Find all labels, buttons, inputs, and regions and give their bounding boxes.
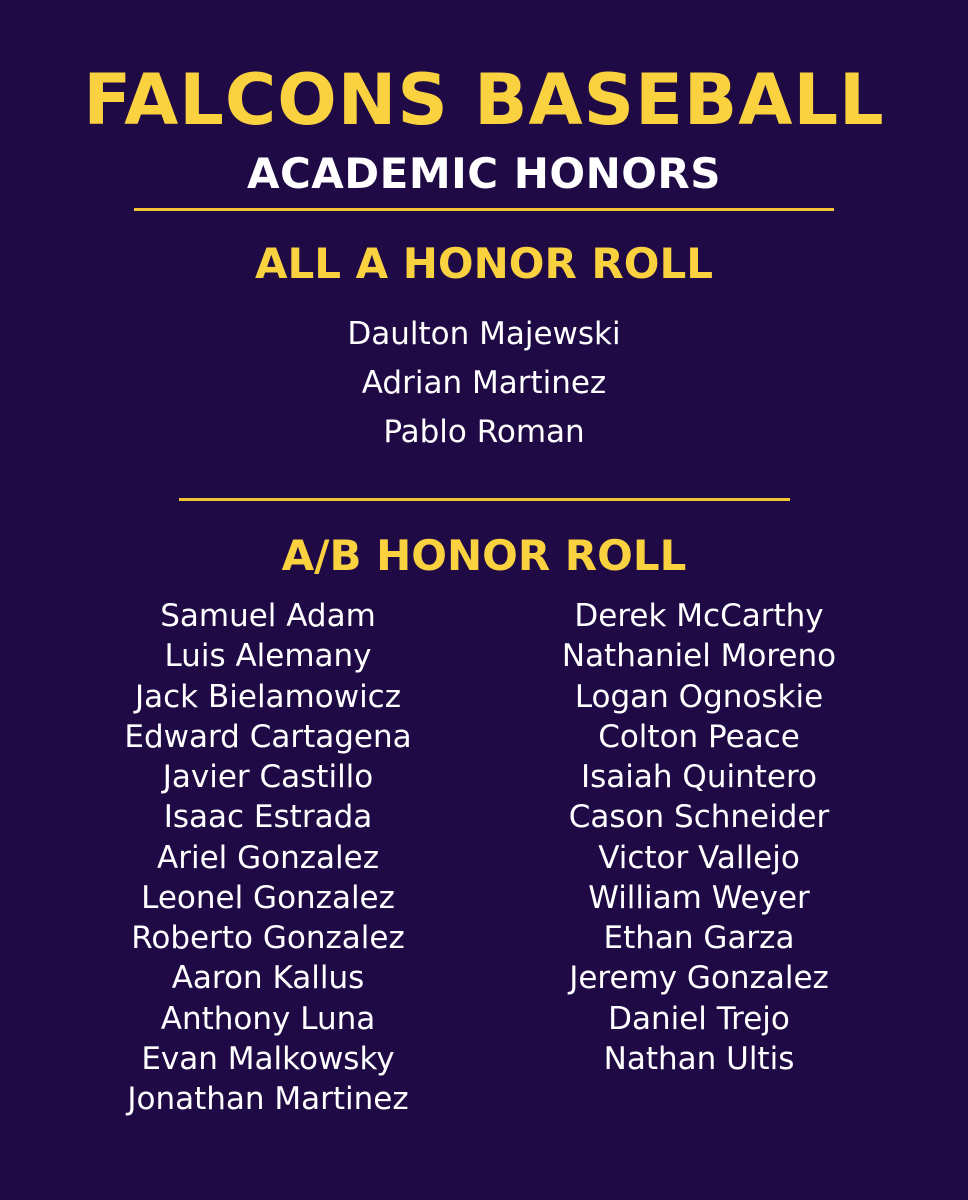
- ab-name: Edward Cartagena: [124, 718, 412, 755]
- ab-right-column: [499, 596, 899, 1079]
- ab-name: Evan Malkowsky: [141, 1040, 395, 1077]
- ab-name: Samuel Adam: [160, 598, 376, 634]
- ab-heading: A/B HONOR ROLL: [281, 531, 687, 580]
- ab-name: Victor Vallejo: [598, 839, 800, 876]
- ab-name: Logan Ognoskie: [574, 678, 824, 715]
- ab-name: Colton Peace: [598, 718, 800, 755]
- ab-name: Jeremy Gonzalez: [569, 960, 829, 997]
- all-a-list: [0, 310, 968, 457]
- all-a-heading: ALL A HONOR ROLL: [254, 239, 714, 288]
- ab-name: Isaac Estrada: [163, 799, 373, 836]
- all-a-name: Adrian Martinez: [361, 365, 607, 401]
- ab-name: Roberto Gonzalez: [131, 920, 405, 956]
- ab-name: Nathan Ultis: [603, 1040, 795, 1077]
- ab-name: William Weyer: [588, 879, 810, 916]
- ab-name: Daniel Trejo: [608, 1000, 790, 1037]
- ab-name: Javier Castillo: [162, 759, 374, 795]
- ab-left-column: [68, 596, 468, 1119]
- ab-name: Ethan Garza: [603, 920, 795, 956]
- all-a-name: Daulton Majewski: [347, 316, 621, 352]
- top-divider: [134, 208, 834, 211]
- ab-name: Luis Alemany: [164, 638, 372, 675]
- all-a-name: Pablo Roman: [383, 414, 585, 450]
- poster-title: FALCONS BASEBALL: [83, 59, 885, 141]
- ab-name: Anthony Luna: [160, 1000, 376, 1037]
- ab-name: Jack Bielamowicz: [135, 678, 401, 715]
- ab-name: Nathaniel Moreno: [561, 638, 837, 675]
- ab-name: Leonel Gonzalez: [141, 879, 395, 916]
- ab-name: Isaiah Quintero: [581, 759, 817, 795]
- ab-name: Cason Schneider: [568, 799, 830, 836]
- ab-name: Derek McCarthy: [574, 598, 824, 634]
- ab-name: Aaron Kallus: [171, 960, 365, 997]
- poster-subtitle: ACADEMIC HONORS: [246, 149, 722, 198]
- ab-name: Jonathan Martinez: [127, 1081, 409, 1117]
- ab-name: Ariel Gonzalez: [157, 839, 379, 876]
- middle-divider: [179, 498, 790, 501]
